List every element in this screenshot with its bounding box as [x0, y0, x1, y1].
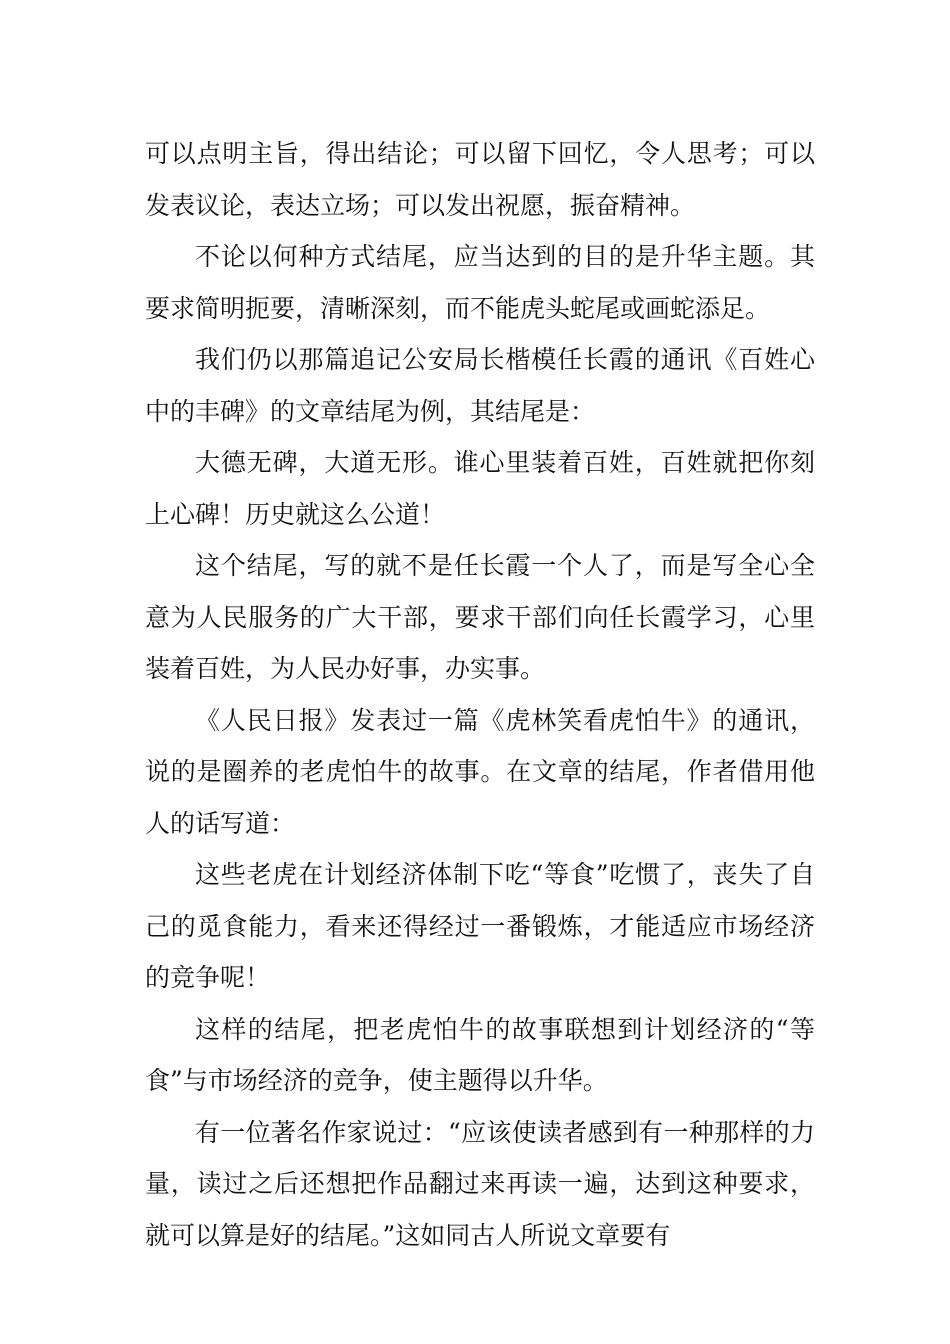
- paragraph-5: 这个结尾，写的就不是任长霞一个人了，而是写全心全意为人民服务的广大干部，要求干部们向任长霞学习，心里装着百姓，为人民办好事，办实事。: [145, 551, 815, 683]
- paragraph-3: 我们仍以那篇追记公安局长楷模任长霞的通讯《百姓心中的丰碑》的文章结尾为例，其结尾是：: [145, 345, 815, 426]
- paragraph-8: 这样的结尾，把老虎怕牛的故事联想到计划经济的“等食”与市场经济的竞争，使主题得以升华。: [145, 1014, 815, 1095]
- paragraph-2: 不论以何种方式结尾，应当达到的目的是升华主题。其要求简明扼要，清晰深刻，而不能虎头蛇尾或画蛇添足。: [145, 242, 815, 323]
- paragraph-9: 有一位著名作家说过：“应该使读者感到有一种那样的力量，读过之后还想把作品翻过来再读一遍，达到这种要求，就可以算是好的结尾。”这如同古人所说文章要有: [145, 1117, 815, 1250]
- paragraph-7: 这些老虎在计划经济体制下吃“等食”吃惯了，丧失了自己的觅食能力，看来还得经过一番锻炼，才能适应市场经济的竞争呢！: [145, 860, 815, 992]
- paragraph-4: 大德无碑，大道无形。谁心里装着百姓，百姓就把你刻上心碑！历史就这么公道！: [145, 448, 815, 529]
- paragraph-1: 可以点明主旨，得出结论；可以留下回忆，令人思考；可以发表议论，表达立场；可以发出祝愿，振奋精神。: [145, 139, 815, 220]
- paragraph-6: 《人民日报》发表过一篇《虎林笑看虎怕牛》的通讯，说的是圈养的老虎怕牛的故事。在文章的结尾，作者借用他人的话写道：: [145, 705, 815, 838]
- body-text: [145, 128, 815, 1261]
